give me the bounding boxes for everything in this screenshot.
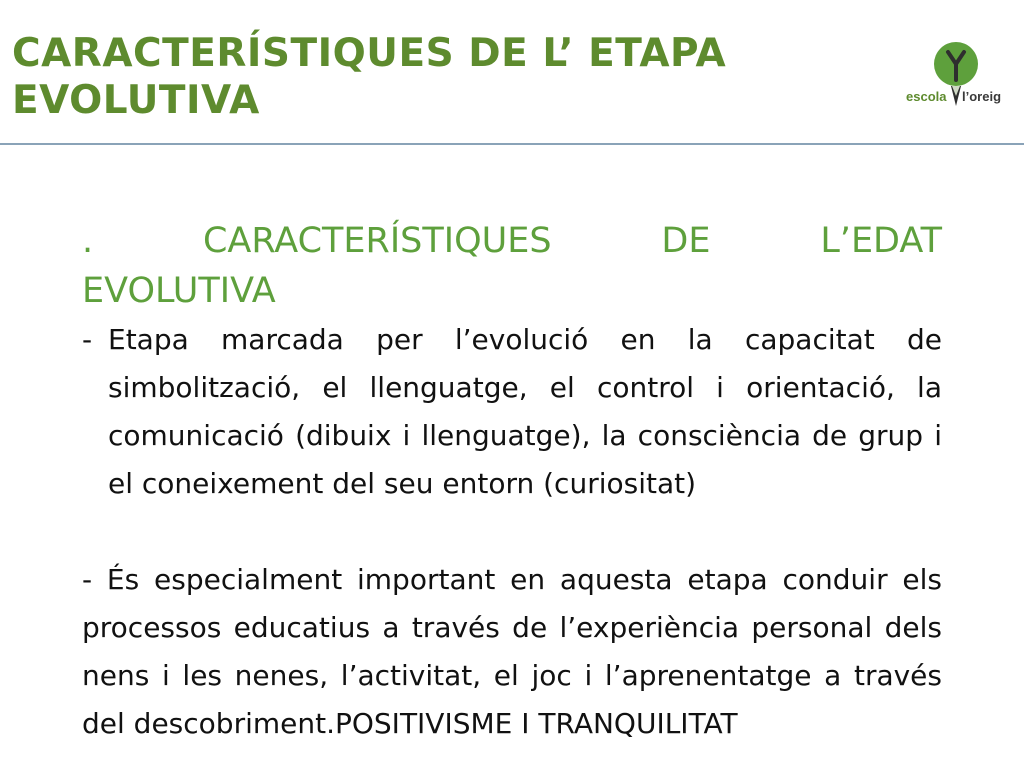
bullet-text: Etapa marcada per l’evolució en la capacitat de simbolització, el llenguatge, el control i orientació, la comunicació (dibuix i llenguatge), la consciència de grup i el coneixement del seu entorn (curiositat) <box>108 323 942 500</box>
heading-word-3: DE <box>661 221 711 261</box>
slide-content <box>82 216 942 748</box>
heading-word-4: L’EDAT <box>820 221 942 261</box>
heading-word-1: . <box>82 221 94 261</box>
slide-title-line2: EVOLUTIVA <box>12 78 260 123</box>
body-text <box>82 316 942 748</box>
tree-pencil-icon <box>900 40 1010 120</box>
bullet-item <box>82 316 942 508</box>
paragraph-2: - És especialment important en aquesta etapa conduir els processos educatius a través de l’experiència personal dels nens i les nenes, l’activitat, el joc i l’aprenentatge a través del descobriment.POSITIVISME I TRANQUILITAT <box>82 563 942 740</box>
slide-title <box>12 30 872 124</box>
heading-word-2: CARACTERÍSTIQUES <box>202 221 552 261</box>
paragraph-spacer <box>82 508 942 556</box>
section-heading-line1 <box>82 216 942 266</box>
school-logo <box>900 40 1010 120</box>
logo-text-oreig: l’oreig <box>962 89 1002 104</box>
section-heading-line2: EVOLUTIVA <box>82 271 276 311</box>
slide-header <box>0 0 1024 145</box>
bullet-dash: - <box>82 323 93 356</box>
slide-title-line1: CARACTERÍSTIQUES DE L’ ETAPA <box>12 31 727 76</box>
section-heading <box>82 216 942 316</box>
logo-text-escola: escola <box>906 89 947 104</box>
